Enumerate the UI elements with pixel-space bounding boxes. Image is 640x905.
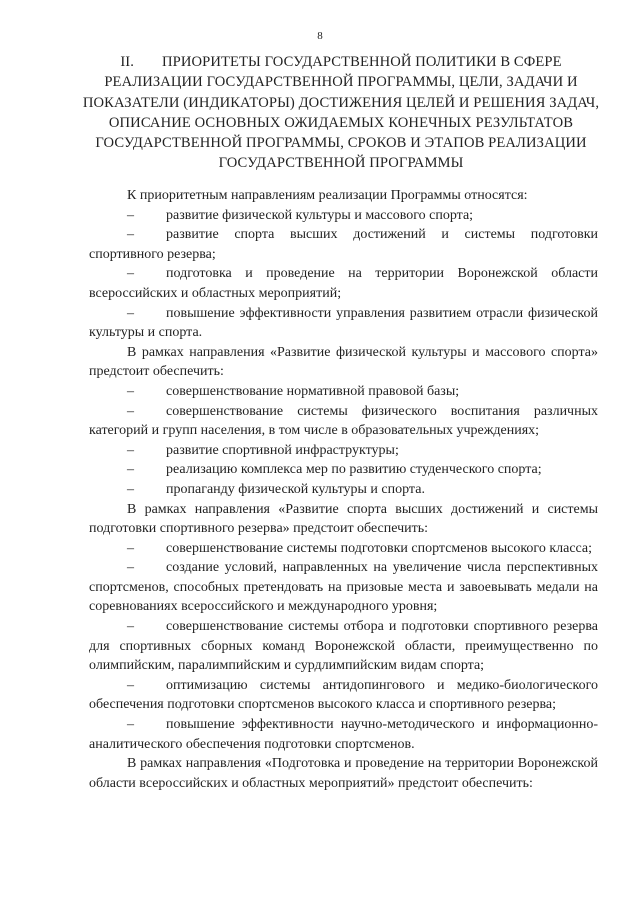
list-item: [89, 480, 598, 500]
list-dash: –: [127, 227, 134, 243]
list-item: [89, 441, 598, 461]
section-numeral: II.: [120, 54, 134, 70]
list-item-text: создание условий, направленных на увеличение числа перспективных спортсменов, способных претендовать на призовые места и завоевывать медали на соревнованиях всероссийского и международного уровня;: [89, 560, 598, 615]
list-item-text: повышение эффективности управления развитием отрасли физической культуры и спорта.: [89, 305, 598, 341]
list-item-text: развитие спортивной инфраструктуры;: [166, 442, 399, 458]
list-item: [89, 460, 598, 480]
list-item-text: совершенствование нормативной правовой базы;: [166, 383, 460, 399]
list-dash: –: [127, 540, 134, 556]
document-body: [89, 186, 598, 793]
list-item-text: оптимизацию системы антидопингового и медико-биологического обеспечения подготовки спортсменов высокого класса и спортивного резерва;: [89, 677, 598, 713]
list-item: [89, 402, 598, 441]
paragraph: В рамках направления «Развитие физической культуры и массового спорта» предстоит обеспечить:: [89, 344, 598, 380]
list-dash: –: [127, 619, 134, 635]
list-item-text: реализацию комплекса мер по развитию студенческого спорта;: [166, 462, 542, 478]
list-item-text: пропаганду физической культуры и спорта.: [166, 481, 425, 497]
list-item-text: совершенствование системы отбора и подготовки спортивного резерва для спортивных сборных команд Воронежской области, преимущественно по олимпийским, паралимпийским и сурдлимпийским видам спорта;: [89, 619, 598, 674]
list-dash: –: [127, 442, 134, 458]
list-dash: –: [127, 403, 134, 419]
list-item-text: развитие физической культуры и массового спорта;: [166, 207, 474, 223]
paragraph: В рамках направления «Развитие спорта высших достижений и системы подготовки спортивного резерва» предстоит обеспечить:: [89, 501, 598, 537]
list-dash: –: [127, 560, 134, 576]
list-item: [89, 264, 598, 303]
list-dash: –: [127, 305, 134, 321]
list-item-text: подготовка и проведение на территории Воронежской области всероссийских и областных мероприятий;: [89, 266, 598, 301]
list-dash: –: [127, 677, 134, 693]
list-dash: –: [127, 481, 134, 497]
list-item: [89, 382, 598, 402]
list-item: [89, 539, 598, 559]
section-heading: [80, 52, 602, 174]
list-dash: –: [127, 462, 134, 478]
list-item: [89, 206, 598, 226]
page-number: 8: [317, 30, 323, 42]
paragraph: В рамках направления «Подготовка и проведение на территории Воронежской области всероссийских и областных мероприятий» предстоит обеспечить:: [89, 756, 598, 791]
list-item-text: повышение эффективности научно-методического и информационно-аналитического обеспечения подготовки спортсменов.: [89, 717, 598, 752]
list-item-text: развитие спорта высших достижений и системы подготовки спортивного резерва;: [89, 227, 598, 262]
section-title: ПРИОРИТЕТЫ ГОСУДАРСТВЕННОЙ ПОЛИТИКИ В СФЕРЕ РЕАЛИЗАЦИИ ГОСУДАРСТВЕННОЙ ПРОГРАММЫ, ЦЕЛИ, ЗАДАЧИ И ПОКАЗАТЕЛИ (ИНДИКАТОРЫ) ДОСТИЖЕНИЯ ЦЕЛЕЙ И РЕШЕНИЯ ЗАДАЧ, ОПИСАНИЕ ОСНОВНЫХ ОЖИДАЕМЫХ КОНЕЧНЫХ РЕЗУЛЬТАТОВ ГОСУДАРСТВЕННОЙ ПРОГРАММЫ, СРОКОВ И ЭТАПОВ РЕАЛИЗАЦИИ ГОСУДАРСТВЕННОЙ ПРОГРАММЫ: [82, 54, 600, 172]
list-item: [89, 225, 598, 264]
list-item: [89, 304, 598, 343]
list-item: [89, 558, 598, 617]
list-item-text: совершенствование системы подготовки спортсменов высокого класса;: [166, 540, 593, 556]
list-dash: –: [127, 266, 134, 282]
list-item-text: совершенствование системы физического воспитания различных категорий и групп населения, в том числе в образовательных учреждениях;: [89, 403, 598, 439]
list-dash: –: [127, 383, 134, 399]
list-item: [89, 715, 598, 754]
list-item: [89, 617, 598, 676]
list-dash: –: [127, 717, 134, 733]
list-dash: –: [127, 207, 134, 223]
paragraph: К приоритетным направлениям реализации Программы относятся:: [127, 188, 528, 203]
list-item: [89, 676, 598, 715]
